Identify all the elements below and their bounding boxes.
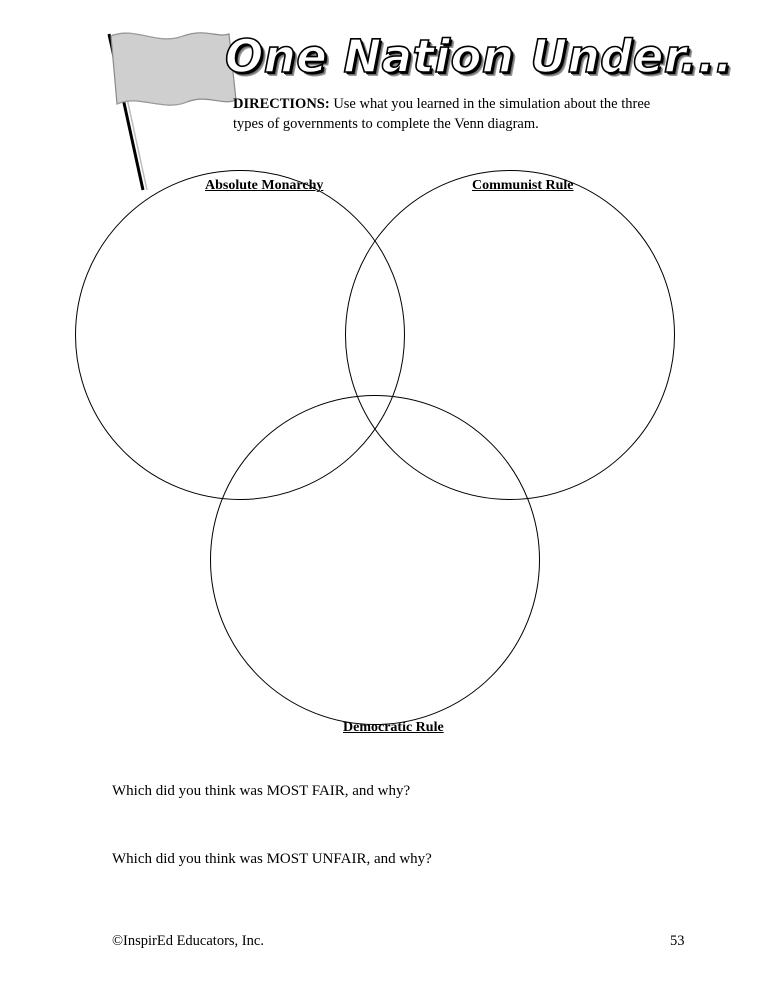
footer-page-number: 53	[670, 933, 685, 949]
venn-label-absolute-monarchy: Absolute Monarchy	[205, 178, 324, 193]
footer-copyright: ©InspirEd Educators, Inc.	[112, 933, 264, 949]
venn-circle-democratic-rule	[210, 395, 540, 725]
venn-label-communist-rule: Communist Rule	[472, 178, 574, 193]
directions-text: Use what you learned in the simulation about the three types of governments to complete the Venn diagram.	[233, 96, 651, 132]
venn-diagram	[60, 150, 740, 770]
venn-label-democratic-rule: Democratic Rule	[343, 720, 444, 735]
question-most-unfair: Which did you think was MOST UNFAIR, and why?	[112, 851, 432, 867]
directions-paragraph	[233, 94, 653, 134]
directions-label: DIRECTIONS:	[233, 96, 330, 112]
question-most-fair: Which did you think was MOST FAIR, and why?	[112, 783, 411, 799]
page-title-text: One Nation Under...	[225, 30, 733, 83]
page-title	[225, 28, 733, 90]
